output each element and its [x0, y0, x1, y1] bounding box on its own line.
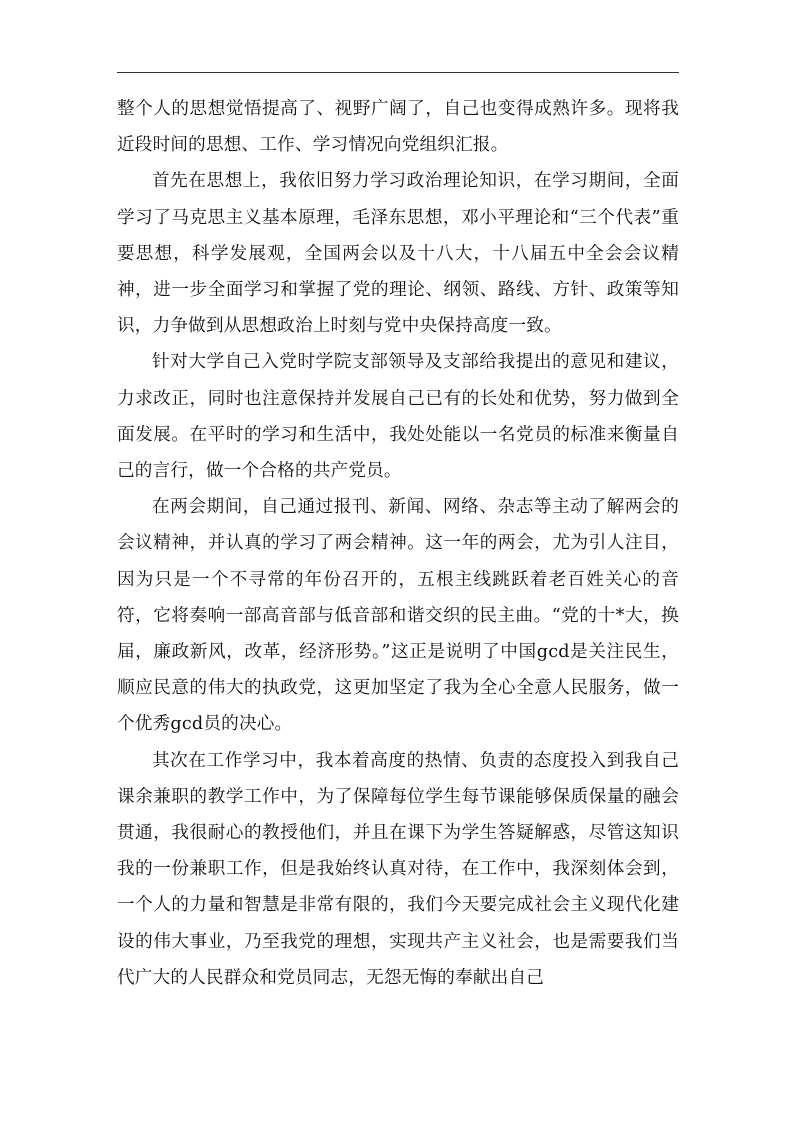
paragraph-1: 整个人的思想觉悟提高了、视野广阔了，自己也变得成熟许多。现将我近段时间的思想、工作、学习情况向党组织汇报。	[117, 99, 679, 156]
document-body	[117, 91, 679, 996]
header-rule	[117, 72, 679, 73]
paragraph-5: 其次在工作学习中，我本着高度的热情、负责的态度投入到我自己课余兼职的教学工作中，为了保障每位学生每节课能够保质保量的融会贯通，我很耐心的教授他们，并且在课下为学生答疑解惑，尽管这知识我的一份兼职工作，但是我始终认真对待，在工作中，我深刻体会到，一个人的力量和智慧是非常有限的，我们今天要完成社会主义现代化建设的伟大事业，乃至我党的理想，实现共产主义社会，也是需要我们当代广大的人民群众和党员同志，无怨无悔的奉献出自己	[117, 750, 679, 988]
paragraph-3: 针对大学自己入党时学院支部领导及支部给我提出的意见和建议，力求改正，同时也注意保持并发展自己已有的长处和优势，努力做到全面发展。在平时的学习和生活中，我处处能以一名党员的标准来衡量自己的言行，做一个合格的共产党员。	[117, 352, 679, 482]
paragraph-2: 首先在思想上，我依旧努力学习政治理论知识，在学习期间，全面学习了马克思主义基本原理，毛泽东思想，邓小平理论和“三个代表”重要思想，科学发展观，全国两会以及十八大，十八届五中全会会议精神，进一步全面学习和掌握了党的理论、纲领、路线、方针、政策等知识，力争做到从思想政治上时刻与党中央保持高度一致。	[117, 171, 679, 337]
paragraph-4: 在两会期间，自己通过报刊、新闻、网络、杂志等主动了解两会的会议精神，并认真的学习了两会精神。这一年的两会，尤为引人注目，因为只是一个不寻常的年份召开的，五根主线跳跃着老百姓关心的音符，它将奏响一部高音部与低音部和谐交织的民主曲。“党的十*大，换届，廉政新风，改革，经济形势。”这正是说明了中国gcd是关注民生，顺应民意的伟大的执政党，这更加坚定了我为全心全意人民服务，做一个优秀gcd员的决心。	[117, 497, 679, 735]
